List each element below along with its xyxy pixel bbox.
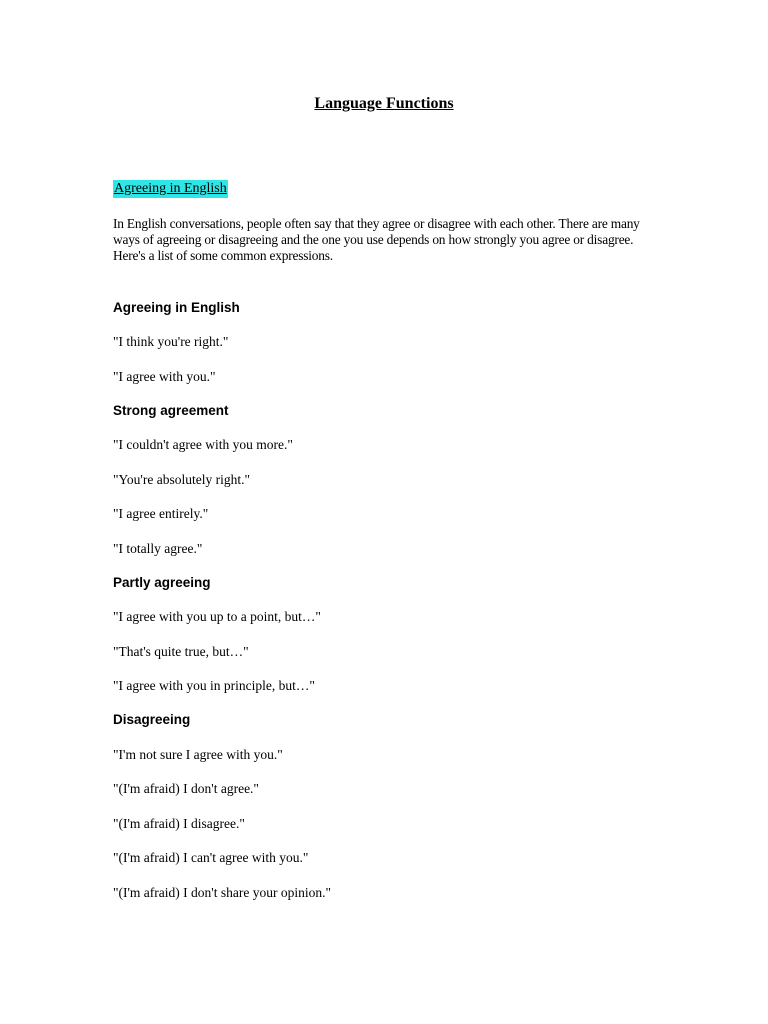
- section-link-agreeing[interactable]: Agreeing in English: [114, 181, 227, 196]
- phrase-item: "(I'm afraid) I don't share your opinion.": [113, 885, 331, 900]
- phrase-item: "(I'm afraid) I don't agree.": [113, 781, 259, 796]
- phrase-item: "I agree with you up to a point, but…": [113, 609, 321, 624]
- phrase-item: "I agree with you.": [113, 369, 216, 384]
- phrase-item: "I think you're right.": [113, 334, 229, 349]
- section-heading-strong-agreement: Strong agreement: [113, 403, 229, 418]
- phrase-item: "I agree entirely.": [113, 506, 209, 521]
- section-heading-partly-agreeing: Partly agreeing: [113, 575, 211, 590]
- section-heading-agreeing: Agreeing in English: [113, 300, 240, 315]
- phrase-item: "I agree with you in principle, but…": [113, 678, 315, 693]
- intro-paragraph: In English conversations, people often say that they agree or disagree with each other. There are many ways of agreeing or disagreeing and the one you use depends on how strongly you agree or disagree. Here's a list of some common expressions.: [113, 216, 640, 263]
- phrase-item: "(I'm afraid) I can't agree with you.": [113, 850, 309, 865]
- phrase-item: "I couldn't agree with you more.": [113, 437, 293, 452]
- page-title: Language Functions: [314, 95, 454, 112]
- phrase-item: "That's quite true, but…": [113, 644, 249, 659]
- phrase-item: "I'm not sure I agree with you.": [113, 747, 283, 762]
- phrase-item: "I totally agree.": [113, 541, 203, 556]
- phrase-item: "(I'm afraid) I disagree.": [113, 816, 245, 831]
- phrase-item: "You're absolutely right.": [113, 472, 250, 487]
- section-heading-disagreeing: Disagreeing: [113, 712, 191, 727]
